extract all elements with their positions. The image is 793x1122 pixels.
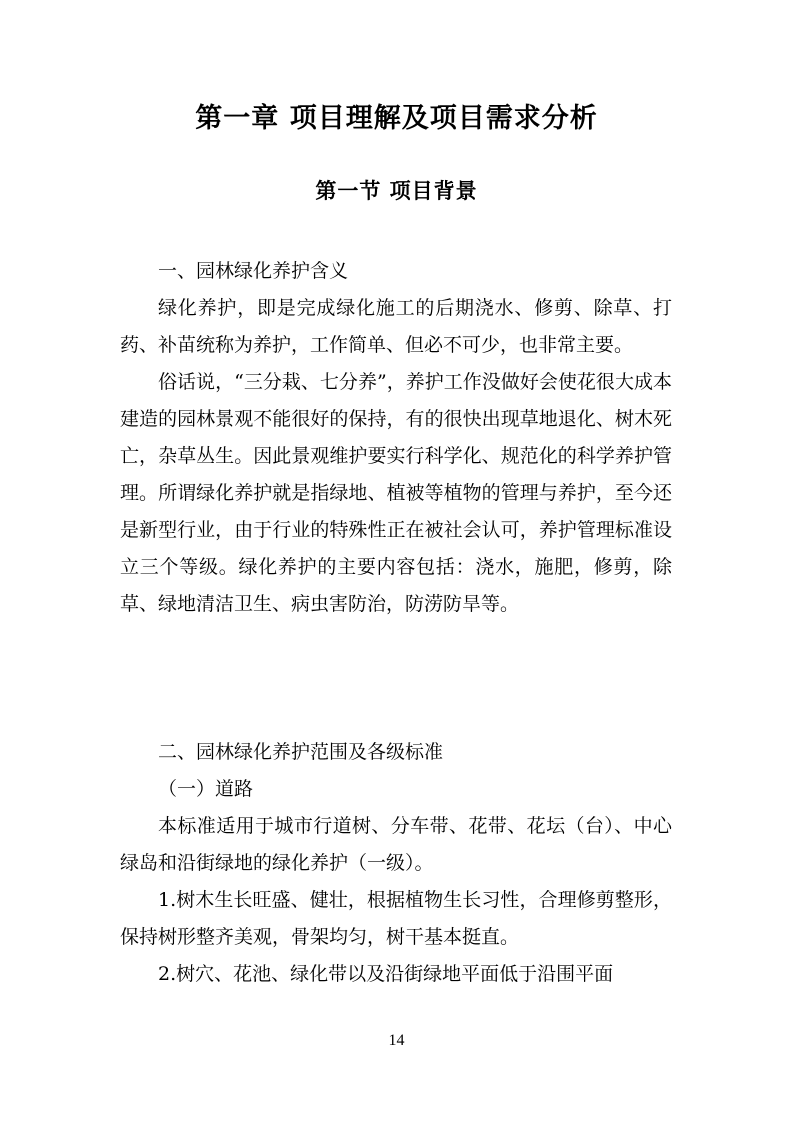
subheading-road: （一）道路 xyxy=(158,778,254,800)
heading-meaning: 一、园林绿化养护含义 xyxy=(158,260,349,282)
body-block-scope xyxy=(120,734,672,993)
list-item-1: 1.树木生长旺盛、健壮，根据植物生长习性，合理修剪整形，保持树形整齐美观，骨架均匀，树干基本挺直。 xyxy=(120,889,672,948)
chapter-title: 第一章 项目理解及项目需求分析 xyxy=(195,103,598,134)
section-title: 第一节 项目背景 xyxy=(315,179,478,203)
body-block-meaning xyxy=(120,253,672,623)
page-number: 14 xyxy=(388,1032,405,1049)
paragraph-definition: 绿化养护，即是完成绿化施工的后期浇水、修剪、除草、打药、补苗统称为养护，工作简单、但必不可少，也非常主要。 xyxy=(120,297,672,356)
list-item-2: 2.树穴、花池、绿化带以及沿街绿地平面低于沿围平面 xyxy=(158,963,614,985)
paragraph-saying: 俗话说，“三分栽、七分养”，养护工作没做好会使花很大成本建造的园林景观不能很好的保持，有的很快出现草地退化、树木死亡，杂草丛生。因此景观维护要实行科学化、规范化的科学养护管理。所谓绿化养护就是指绿地、植被等植物的管理与养护，至今还是新型行业，由于行业的特殊性正在被社会认可，养护管理标准设立三个等级。绿化养护的主要内容包括：浇水，施肥，修剪，除草、绿地清洁卫生、病虫害防治，防涝防旱等。 xyxy=(120,371,672,615)
heading-scope: 二、园林绿化养护范围及各级标准 xyxy=(158,741,444,763)
paragraph-applicability: 本标准适用于城市行道树、分车带、花带、花坛（台）、中心绿岛和沿街绿地的绿化养护（一级）。 xyxy=(120,815,672,874)
